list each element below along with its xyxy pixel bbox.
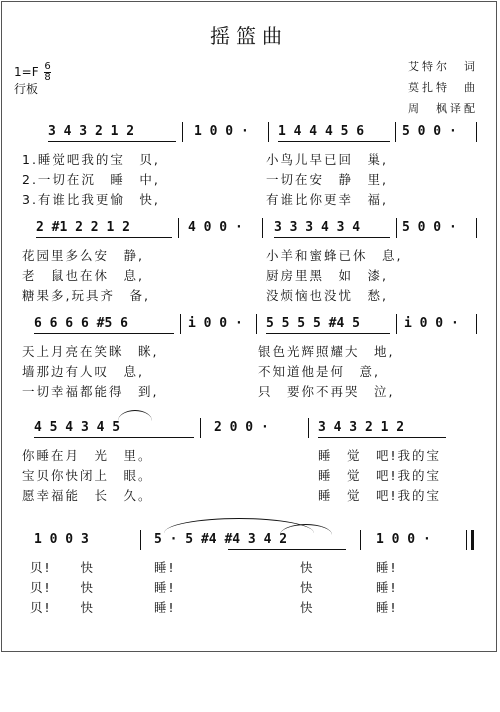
barline	[308, 418, 309, 438]
lyric-text: 银色光辉照耀大 地,	[258, 344, 395, 359]
time-denominator: 8	[44, 72, 51, 83]
song-title: 摇篮曲	[210, 24, 288, 48]
measure-2: 1 0 0 ·	[194, 124, 249, 139]
lyric-text: 墙那边有人叹 息,	[22, 364, 144, 379]
staff-system-4	[22, 420, 478, 506]
lyric-verse-2	[22, 170, 478, 190]
beam-underline	[48, 141, 176, 142]
barline	[360, 530, 361, 550]
credit-translator: 周 枫译配	[408, 102, 478, 115]
barline	[396, 218, 397, 238]
notation-line	[30, 124, 478, 142]
beam-underline	[318, 437, 446, 438]
notation-line	[30, 316, 478, 334]
score-page	[1, 1, 497, 652]
barline	[396, 314, 397, 334]
lyric-text: 睡!	[154, 580, 176, 595]
lyric-text: 3.有谁比我更愉 快,	[22, 192, 160, 207]
staff-system-3	[22, 316, 478, 402]
measure-2: 4 0 0 ·	[188, 220, 243, 235]
staff-system-2	[22, 220, 478, 306]
barline	[476, 122, 477, 142]
lyric-text: 睡!	[154, 560, 176, 575]
lyric-text: 厨房里黑 如 漆,	[266, 268, 388, 283]
beam-underline	[36, 237, 172, 238]
lyric-text: 天上月亮在笑眯 眯,	[22, 344, 159, 359]
notation-line	[30, 220, 478, 238]
barline	[262, 218, 263, 238]
lyric-verse-1	[22, 342, 478, 362]
barline	[256, 314, 257, 334]
lyric-text: 宝贝你快闭上 眼。	[22, 468, 153, 483]
barline	[476, 218, 477, 238]
barline	[200, 418, 201, 438]
time-signature	[44, 62, 50, 83]
credit-lyricist: 艾特尔 词	[408, 60, 478, 73]
barline	[268, 122, 269, 142]
lyric-text: 睡!	[154, 600, 176, 615]
measure-1: 2 #1 2 2 1 2	[36, 220, 130, 235]
measure-2: 5 · 5 #4 #4 3 4 2	[154, 532, 288, 547]
measure-1: 3 4 3 2 1 2	[48, 124, 135, 139]
lyric-verse-3	[22, 382, 478, 402]
lyric-text: 睡!	[376, 580, 398, 595]
lyric-text: 睡 觉 吧!我的宝	[318, 468, 442, 483]
lyric-text: 一切在安 静 里,	[266, 172, 388, 187]
lyric-text: 睡!	[376, 600, 398, 615]
time-numerator: 6	[44, 61, 51, 72]
measure-1: 6 6 6 6 #5 6	[34, 316, 128, 331]
lyric-text: 快	[300, 560, 315, 575]
measure-1: 4 5 4 3 4 5	[34, 420, 121, 435]
lyric-text: 快	[300, 580, 315, 595]
lyric-verse-1	[22, 246, 478, 266]
lyric-text: 睡 觉 吧!我的宝	[318, 488, 442, 503]
lyric-verse-2	[22, 266, 478, 286]
measure-3: 1 4 4 4 5 6	[278, 124, 365, 139]
barline	[180, 314, 181, 334]
tempo-marking: 行板	[14, 82, 39, 96]
lyric-verse-1	[30, 558, 478, 578]
staff-system-5	[30, 532, 478, 618]
slur	[118, 410, 152, 421]
lyric-text: 睡 觉 吧!我的宝	[318, 448, 442, 463]
barline	[140, 530, 141, 550]
lyric-verse-1	[22, 446, 478, 466]
measure-1: 1 0 0 3	[34, 532, 89, 547]
lyric-verse-3	[22, 486, 478, 506]
lyric-text: 贝! 快	[30, 600, 96, 615]
measure-2: 2 0 0 ·	[214, 420, 269, 435]
measure-2: i 0 0 ·	[188, 316, 243, 331]
key-label: 1=F	[14, 65, 39, 79]
measure-4: 5 0 0 ·	[402, 124, 457, 139]
lyric-text: 只 要你不再哭 泣,	[258, 384, 395, 399]
lyric-text: 愿幸福能 长 久。	[22, 488, 153, 503]
beam-underline	[266, 333, 390, 334]
measure-4: i 0 0 ·	[404, 316, 459, 331]
lyric-text: 2.一切在沉 睡 中,	[22, 172, 160, 187]
lyric-text: 贝! 快	[30, 580, 96, 595]
notation-line	[30, 420, 478, 438]
notation-line	[30, 532, 478, 550]
measure-3: 1 0 0 ·	[376, 532, 431, 547]
barline	[476, 314, 477, 334]
measure-4: 5 0 0 ·	[402, 220, 457, 235]
staff-system-1	[22, 124, 478, 210]
barline	[466, 530, 467, 550]
lyric-text: 不知道他是何 意,	[258, 364, 380, 379]
barline	[395, 122, 396, 142]
lyric-verse-3	[22, 190, 478, 210]
lyric-verse-3	[30, 598, 478, 618]
barline	[178, 218, 179, 238]
lyric-text: 你睡在月 光 里。	[22, 448, 153, 463]
measure-3: 3 3 3 4 3 4	[274, 220, 361, 235]
lyric-text: 花园里多么安 静,	[22, 248, 144, 263]
lyric-text: 小鸟儿早已回 巢,	[266, 152, 388, 167]
lyric-verse-2	[30, 578, 478, 598]
measure-3: 3 4 3 2 1 2	[318, 420, 405, 435]
lyric-text: 小羊和蜜蜂已休 息,	[266, 248, 403, 263]
beam-underline	[228, 549, 346, 550]
lyric-verse-2	[22, 466, 478, 486]
lyric-text: 有谁比你更幸 福,	[266, 192, 388, 207]
lyric-verse-3	[22, 286, 478, 306]
lyric-text: 没烦恼也没忧 愁,	[266, 288, 388, 303]
beam-underline	[278, 141, 390, 142]
lyric-text: 老 鼠也在休 息,	[22, 268, 144, 283]
barline	[182, 122, 183, 142]
beam-underline	[34, 437, 194, 438]
beam-underline	[274, 237, 390, 238]
lyric-text: 1.睡觉吧我的宝 贝,	[22, 152, 160, 167]
measure-3: 5 5 5 5 #4 5	[266, 316, 360, 331]
beam-underline	[34, 333, 174, 334]
lyric-text: 糖果多,玩具齐 备,	[22, 288, 150, 303]
final-barline	[471, 530, 474, 550]
lyric-verse-2	[22, 362, 478, 382]
credits	[408, 56, 478, 119]
lyric-verse-1	[22, 150, 478, 170]
credit-composer: 莫扎特 曲	[408, 81, 478, 94]
lyric-text: 快	[300, 600, 315, 615]
lyric-text: 一切幸福都能得 到,	[22, 384, 159, 399]
lyric-text: 睡!	[376, 560, 398, 575]
lyric-text: 贝! 快	[30, 560, 96, 575]
